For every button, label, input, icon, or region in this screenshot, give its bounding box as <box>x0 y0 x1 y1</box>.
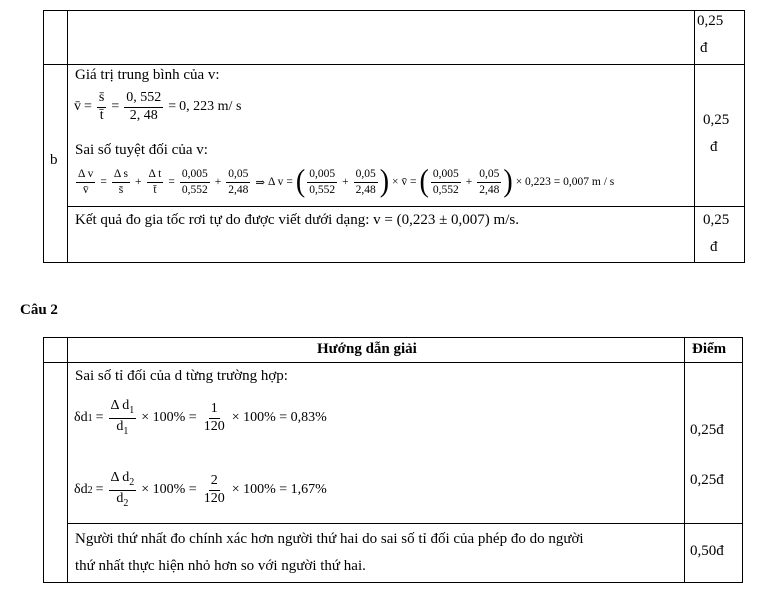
score-c-a: 0,25 <box>703 212 730 228</box>
t-bar: t̄ <box>99 107 104 123</box>
score-row0-a: 0,25 <box>697 13 724 29</box>
conclusion-line-2: thứ nhất thực hiện nhỏ hơn so với người thứ hai. <box>75 558 366 574</box>
s-bar: s̄ <box>97 91 106 108</box>
mean-den: 2, 48 <box>129 107 158 123</box>
score-conclusion: 0,50đ <box>690 543 724 559</box>
mean-formula: v̄ = $\frac{s̄}{t̄}$ = $\frac{0, 552}{2, 48}$ = 0, 223 m/ s <box>74 89 242 123</box>
result-text: Kết quả đo gia tốc rơi tự do được viết dưới dạng: v = (0,223 ± 0,007) m/s. <box>75 212 519 228</box>
formula-d1: δd 1 = $\frac{\Delta d_1}{\overline{d}_1}$ × 100% = $\frac{1}{120}$ × 100% = 0,83% <box>74 398 327 437</box>
rel-heading: Sai số tỉ đối của d từng trường hợp: <box>75 368 288 384</box>
part-label: b <box>50 152 58 168</box>
mean-num: 0, 552 <box>124 91 163 108</box>
score-d1: 0,25đ <box>690 422 724 438</box>
v-bar: v̄ <box>74 99 81 114</box>
score-d2: 0,25đ <box>690 472 724 488</box>
mean-result: 0, 223 m/ s <box>179 99 242 114</box>
score-c-b: đ <box>710 239 718 255</box>
dv: Δ v <box>76 168 95 182</box>
formula-d2: δd 2 = $\frac{\Delta d_2}{\overline{d}_2}$ × 100% = $\frac{2}{120}$ × 100% = 1,67% <box>74 470 327 509</box>
score-b-a: 0,25 <box>703 112 730 128</box>
header-guide: Hướng dẫn giải <box>317 341 417 357</box>
score-row0-b: đ <box>700 40 708 56</box>
conclusion-line-1: Người thứ nhất đo chính xác hơn người thứ hai do sai số tỉ đối của phép đo do người <box>75 531 584 547</box>
mean-heading: Giá trị trung bình của v: <box>75 67 220 83</box>
header-score: Điểm <box>692 341 727 357</box>
section-2-title: Câu 2 <box>20 302 58 318</box>
abs-formula: $\frac{\text{Δ v}}{v̄}$ = $\frac{\text{Δ s}}{s̄}$ + $\frac{\text{Δ t}}{t̄}$ = $\frac{0,005}{0,552}$ + $\frac{0,05}{2,48}$ ⇒ Δ v = ( $\frac{0,005}{0,552}$ + $\frac{0,05}{2,48}$ ) × v̄ = ( $\frac{0,005}{0,552}$ + $\frac{0,05}{2,48}$ ) × 0,223 = 0,007 m / s <box>78 163 615 200</box>
score-b-b: đ <box>710 139 718 155</box>
abs-heading: Sai số tuyệt đối của v: <box>75 142 208 158</box>
